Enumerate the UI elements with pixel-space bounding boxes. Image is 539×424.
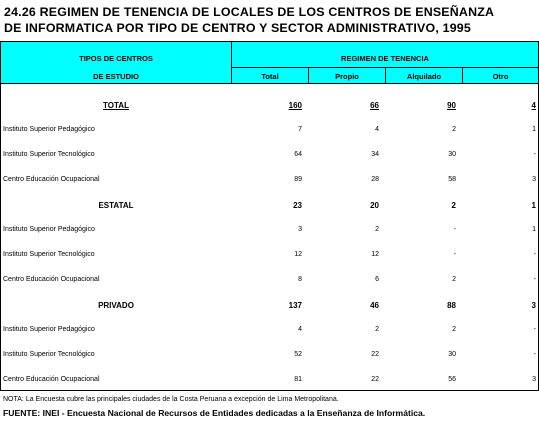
table-row bbox=[1, 226, 538, 238]
cell-otro: 1 bbox=[532, 226, 536, 233]
header-col-divider bbox=[308, 67, 309, 83]
cell-alquilado: 30 bbox=[448, 351, 456, 358]
cell-total: 3 bbox=[298, 226, 302, 233]
row-label-text: TOTAL bbox=[103, 101, 129, 110]
cell-otro: - bbox=[533, 151, 536, 158]
cell-total: 81 bbox=[294, 376, 302, 383]
cell-propio: 28 bbox=[371, 176, 379, 183]
row-label-text: PRIVADO bbox=[98, 301, 134, 310]
data-table bbox=[0, 41, 539, 391]
cell-total: 23 bbox=[293, 201, 302, 210]
title-line-1: 24.26 REGIMEN DE TENENCIA DE LOCALES DE LOS CENTROS DE ENSEÑANZA bbox=[4, 5, 495, 19]
header-otro: Otro bbox=[492, 72, 509, 81]
row-label bbox=[3, 176, 100, 183]
table-row bbox=[1, 126, 538, 138]
row-label bbox=[3, 376, 100, 383]
cell-propio: 12 bbox=[371, 251, 379, 258]
cell-total: 137 bbox=[288, 301, 302, 310]
cell-total: 160 bbox=[288, 101, 302, 110]
cell-otro: 3 bbox=[531, 301, 536, 310]
cell-propio: 6 bbox=[375, 276, 379, 283]
header-total: Total bbox=[261, 72, 279, 81]
header-col-divider bbox=[385, 67, 386, 83]
table-group-row bbox=[1, 301, 538, 313]
row-label bbox=[1, 101, 231, 110]
row-label bbox=[3, 251, 95, 258]
header-alquilado: Alquilado bbox=[406, 72, 442, 81]
table-row bbox=[1, 176, 538, 188]
table-group-row bbox=[1, 201, 538, 213]
row-label-text: Centro Educación Ocupacional bbox=[3, 376, 100, 383]
cell-otro: - bbox=[533, 326, 536, 333]
cell-total: 7 bbox=[298, 126, 302, 133]
header-regimen: REGIMEN DE TENENCIA bbox=[341, 54, 429, 63]
cell-propio: 22 bbox=[371, 351, 379, 358]
title-line-2: DE INFORMATICA POR TIPO DE CENTRO Y SECTOR ADMINISTRATIVO, 1995 bbox=[4, 21, 471, 35]
table-row bbox=[1, 326, 538, 338]
row-label-text: Instituto Superior Pedagógico bbox=[3, 326, 95, 333]
cell-otro: - bbox=[533, 351, 536, 358]
cell-propio: 22 bbox=[371, 376, 379, 383]
cell-total: 8 bbox=[298, 276, 302, 283]
table-note: NOTA: La Encuesta cubre las principales ciudades de la Costa Peruana a excepción de Lima Metropolitana. bbox=[3, 396, 339, 403]
row-label-text: Instituto Superior Tecnológico bbox=[3, 151, 95, 158]
row-label bbox=[3, 126, 95, 133]
cell-alquilado: 2 bbox=[452, 276, 456, 283]
row-label bbox=[3, 226, 95, 233]
header-propio: Propio bbox=[335, 72, 359, 81]
row-label-text: Instituto Superior Pedagógico bbox=[3, 226, 95, 233]
header-tipos-line1: TIPOS DE CENTROS bbox=[79, 54, 153, 63]
cell-otro: - bbox=[533, 251, 536, 258]
cell-propio: 66 bbox=[370, 101, 379, 110]
cell-propio: 2 bbox=[375, 226, 379, 233]
row-label bbox=[3, 326, 95, 333]
cell-propio: 34 bbox=[371, 151, 379, 158]
cell-alquilado: 56 bbox=[448, 376, 456, 383]
table-title bbox=[4, 4, 494, 36]
cell-alquilado: - bbox=[453, 226, 456, 233]
cell-total: 12 bbox=[294, 251, 302, 258]
cell-otro: - bbox=[533, 276, 536, 283]
table-group-row bbox=[1, 101, 538, 113]
row-label bbox=[3, 276, 100, 283]
row-label-text: Instituto Superior Pedagógico bbox=[3, 126, 95, 133]
cell-otro: 3 bbox=[532, 376, 536, 383]
table-row bbox=[1, 276, 538, 288]
cell-total: 52 bbox=[294, 351, 302, 358]
cell-otro: 1 bbox=[532, 126, 536, 133]
cell-total: 64 bbox=[294, 151, 302, 158]
header-divider bbox=[231, 42, 232, 83]
cell-alquilado: 30 bbox=[448, 151, 456, 158]
header-tipos-line2: DE ESTUDIO bbox=[93, 72, 139, 81]
cell-propio: 2 bbox=[375, 326, 379, 333]
cell-alquilado: - bbox=[453, 251, 456, 258]
cell-propio: 4 bbox=[375, 126, 379, 133]
header-col-divider bbox=[462, 67, 463, 83]
cell-otro: 1 bbox=[531, 201, 536, 210]
table-source: FUENTE: INEI - Encuesta Nacional de Recursos de Entidades dedicadas a la Enseñanza de Informática. bbox=[3, 408, 426, 418]
row-label bbox=[3, 351, 95, 358]
cell-alquilado: 58 bbox=[448, 176, 456, 183]
row-label bbox=[1, 301, 231, 310]
row-label-text: Instituto Superior Tecnológico bbox=[3, 251, 95, 258]
cell-alquilado: 2 bbox=[452, 326, 456, 333]
table-row bbox=[1, 251, 538, 263]
cell-total: 4 bbox=[298, 326, 302, 333]
table-row bbox=[1, 151, 538, 163]
row-label bbox=[1, 201, 231, 210]
cell-propio: 20 bbox=[370, 201, 379, 210]
cell-propio: 46 bbox=[370, 301, 379, 310]
row-label-text: Instituto Superior Tecnológico bbox=[3, 351, 95, 358]
cell-alquilado: 88 bbox=[447, 301, 456, 310]
cell-otro: 4 bbox=[531, 101, 536, 110]
table-row bbox=[1, 376, 538, 388]
cell-otro: 3 bbox=[532, 176, 536, 183]
cell-alquilado: 2 bbox=[452, 126, 456, 133]
row-label bbox=[3, 151, 95, 158]
row-label-text: Centro Educación Ocupacional bbox=[3, 276, 100, 283]
cell-alquilado: 2 bbox=[451, 201, 456, 210]
table-row bbox=[1, 351, 538, 363]
cell-alquilado: 90 bbox=[447, 101, 456, 110]
table-header bbox=[1, 42, 538, 84]
row-label-text: ESTATAL bbox=[98, 201, 134, 210]
row-label-text: Centro Educación Ocupacional bbox=[3, 176, 100, 183]
cell-total: 89 bbox=[294, 176, 302, 183]
